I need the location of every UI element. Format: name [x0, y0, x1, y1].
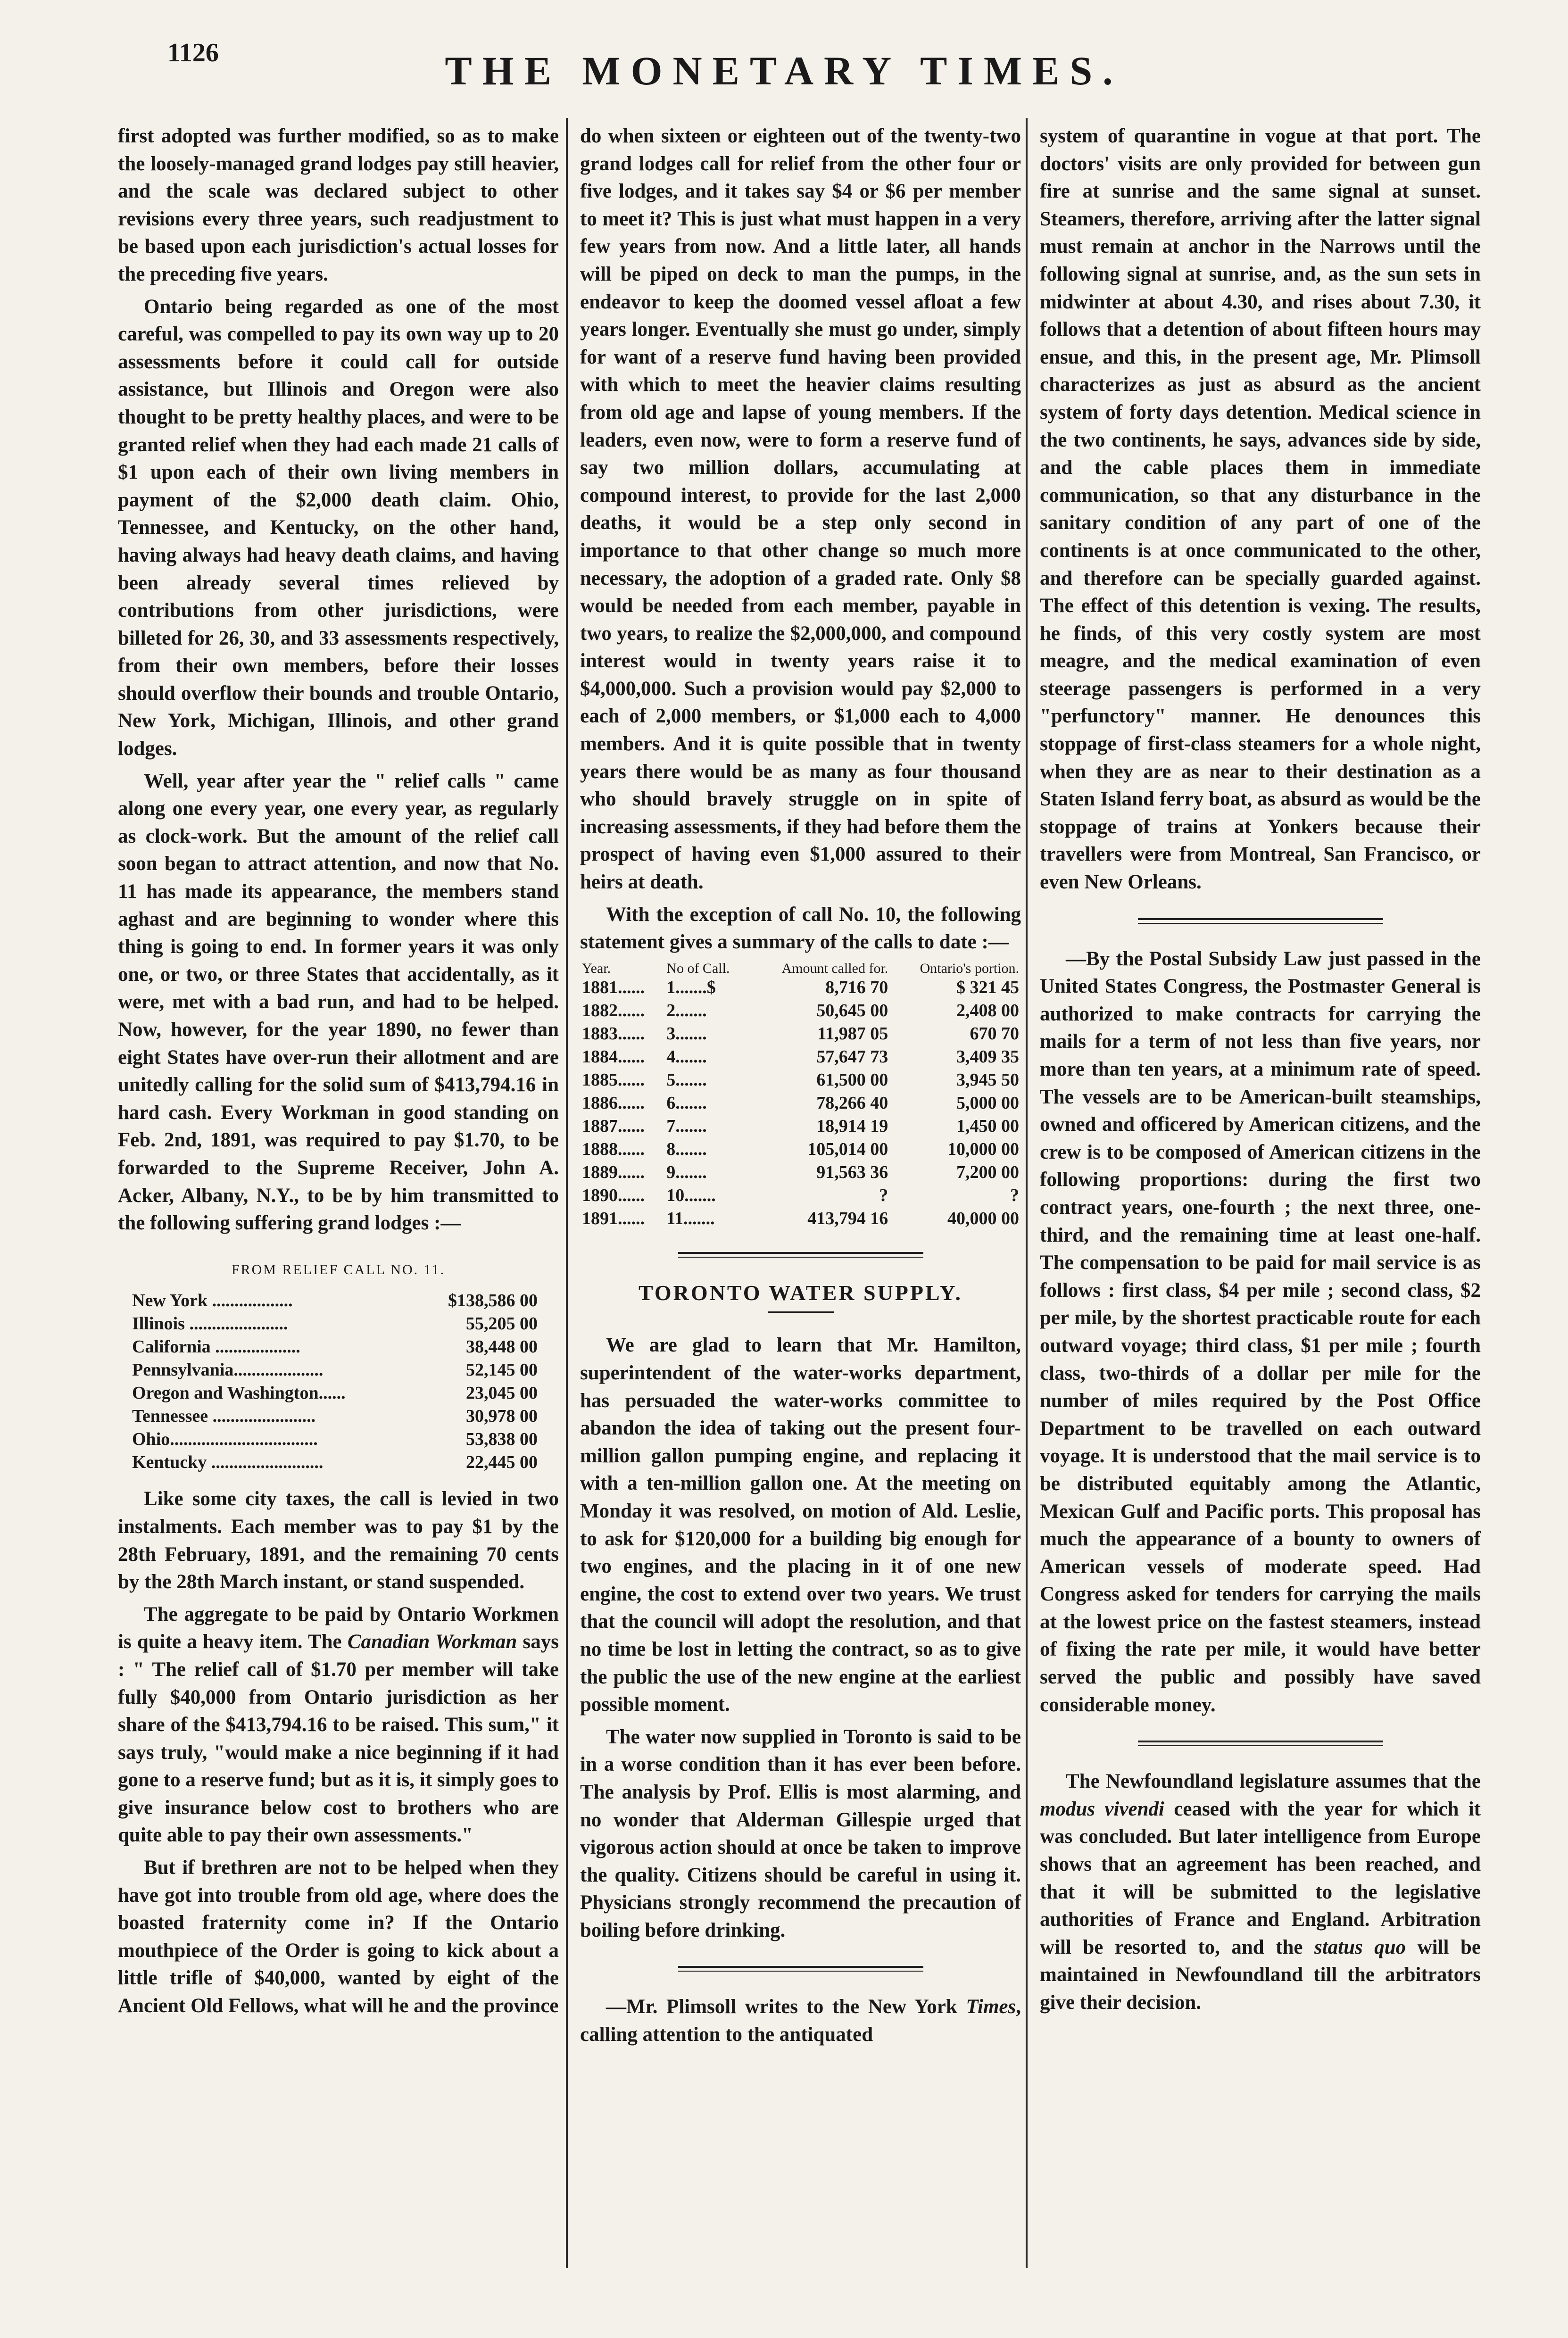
relief-amount: 22,445 00	[466, 1452, 538, 1473]
call-amount: 50,645 00	[816, 1000, 888, 1020]
call-amount: ?	[879, 1185, 888, 1205]
call-amount: 8,716 70	[825, 977, 888, 997]
call-year: 1885......	[582, 1070, 645, 1090]
call-year: 1884......	[582, 1046, 645, 1067]
table-row	[132, 1289, 538, 1312]
table-row	[132, 1312, 538, 1335]
state-name: New York ..................	[132, 1291, 293, 1311]
call-number: 6.......	[666, 1093, 707, 1113]
text-run: will be maintained in Newfoundland till the arbitrators give their decision.	[1040, 1936, 1481, 2014]
paragraph: —By the Postal Subsidy Law just passed in the United States Congress, the Postmaster General is authorized to make contracts for carrying the mails for a term of not less than five years, nor more than ten years, at a minimum rate of speed. The vessels are to be American-built steamships, owned and officered by American citizens, and the crew is to be composed of American citizens in the following proportions: during the first two contract years, one-fourth ; the next three, one-third, and the remaining time at least one-half. The compensation to be paid for mail service is as follows : first class, $4 per mile ; second class, $2 per mile, by the shortest practicable route for each outward voyage; third class, $1 per mile ; fourth class, two-thirds of a dollar per mile for the number of miles required by the Post Office Department to be travelled on each outward voyage. It is understood that the mail service is to be distributed equitably among the Atlantic, Mexican Gulf and Pacific ports. This proposal has much the appearance of a bounty to owners of American vessels of moderate speed. Had Congress asked for tenders for carrying the mails at the lowest price on the fastest steamers, instead of fixing the rate per mile, it would have better served the public and possibly have saved considerable money.	[1040, 947, 1481, 1716]
paragraph: The water now supplied in Toronto is said to be in a worse condition than it has ever been before. The analysis by Prof. Ellis is most alarming, and no wonder that Alderman Gillespie urged that vigorous action should at once be taken to improve the quality. Citizens should be careful in using it. Physicians strongly recommend the precaution of boiling before drinking.	[580, 1725, 1021, 1941]
section-divider	[678, 1252, 923, 1258]
column-1	[118, 123, 559, 2025]
table-row	[580, 976, 1021, 999]
state-name: Tennessee .......................	[132, 1406, 316, 1426]
ontario-portion: 670 70	[970, 1023, 1019, 1044]
table-row	[580, 1184, 1021, 1207]
table-row	[580, 1115, 1021, 1138]
paragraph: do when sixteen or eighteen out of the twenty-two grand lodges call for relief from the other four or five lodges, and it takes say $4 or $6 per member to meet it? This is just what must happen in a very few years from now. And a little later, all hands will be piped on deck to man the pumps, in the endeavor to keep the doomed vessel afloat a few years longer. Eventually she must go under, simply for want of a reserve fund having been provided with which to meet the heavier claims resulting from old age and lapse of young members. If the leaders, even now, were to form a reserve fund of say two million dollars, accumulating at compound interest, to provide for the last 2,000 deaths, it would be a step only second in importance to that other change so much more necessary, the adoption of a graded rate. Only $8 would be needed from each member, payable in two years, to realize the $2,000,000, and compound interest would in twenty years raise it to $4,000,000. Such a provision would pay $2,000 to each of 2,000 members, or $1,000 each to 4,000 members. And it is quite possible that in twenty years there would be as many as four thousand who should bravely struggle on in spite of increasing assessments, if they had before them the prospect of having even $1,000 assured to their heirs at death.	[580, 125, 1021, 894]
call-year: 1890......	[582, 1185, 645, 1205]
table-row	[580, 1069, 1021, 1092]
ontario-portion: 5,000 00	[956, 1093, 1019, 1113]
paragraph: We are glad to learn that Mr. Hamilton, superintendent of the water-works department, has persuaded the water-works committee to abandon the idea of taking out the present four-million gallon pumping engine, and replacing it with a ten-million gallon one. At the meeting on Monday it was resolved, on motion of Ald. Leslie, to ask for $120,000 for a building big enough for two engines, and the placing in it of one new engine, the cost to extend over two years. We trust that the council will adopt the resolution, and that no time be lost in letting the contract, so as to give the public the use of the new engine at the earliest possible moment.	[580, 1334, 1021, 1716]
table-row	[580, 1045, 1021, 1069]
section-divider	[1138, 918, 1383, 924]
call-number: 1.......$	[666, 977, 716, 997]
call-year: 1888......	[582, 1139, 645, 1159]
call-number: 7.......	[666, 1116, 707, 1136]
relief-call-table	[132, 1289, 538, 1474]
section-divider	[678, 1966, 923, 1972]
call-amount: 413,794 16	[807, 1208, 888, 1228]
call-amount: 57,647 73	[816, 1046, 888, 1067]
ontario-portion: 7,200 00	[956, 1162, 1019, 1182]
paragraph: With the exception of call No. 10, the following statement gives a summary of the calls to date :—	[580, 903, 1021, 953]
table-row	[580, 1138, 1021, 1161]
italic-title: Canadian Workman	[347, 1631, 517, 1653]
state-name: Oregon and Washington......	[132, 1383, 346, 1403]
table-row	[132, 1335, 538, 1359]
call-amount: 78,266 40	[816, 1093, 888, 1113]
column-2	[580, 123, 1021, 2054]
relief-amount: 52,145 00	[466, 1360, 538, 1380]
call-amount: 61,500 00	[816, 1070, 888, 1090]
call-number: 5.......	[666, 1070, 707, 1090]
relief-amount: 55,205 00	[466, 1314, 538, 1334]
call-year: 1882......	[582, 1000, 645, 1020]
call-year: 1891......	[582, 1208, 645, 1228]
ontario-portion: 40,000 00	[947, 1208, 1019, 1228]
paragraph	[1040, 1768, 1481, 2016]
table-row	[132, 1451, 538, 1474]
column-rule-left	[566, 118, 568, 2268]
call-number: 4.......	[666, 1046, 707, 1067]
text-run: The aggregate to be paid by Ontario Workmen is quite a heavy item. The	[118, 1603, 559, 1653]
paragraph: Well, year after year the " relief calls " came along one every year, one every year, as regularly as clock-work. But the amount of the relief call soon began to attract attention, and now that No. 11 has made its appearance, the members stand aghast and are beginning to wonder where this thing is going to end. In former years it was only one, or two, or three States that accidentally, as it were, met with a bad run, and had to be helped. Now, however, for the year 1890, no fewer than eight States have over-run their allotment and are unitedly calling for the solid sum of $413,794.16 in hard cash. Every Workman in good standing on Feb. 2nd, 1891, was required to pay $1.70, to be forwarded to the Supreme Receiver, John A. Acker, Albany, N.Y., to be by him transmitted to the following suffering grand lodges :—	[118, 770, 559, 1235]
italic-phrase: status quo	[1314, 1936, 1406, 1958]
call-amount: 18,914 19	[816, 1116, 888, 1136]
call-amount: 91,563 36	[816, 1162, 888, 1182]
state-name: California ...................	[132, 1337, 300, 1357]
call-year: 1883......	[582, 1023, 645, 1044]
state-name: Ohio.................................	[132, 1429, 318, 1450]
state-name: Kentucky .........................	[132, 1452, 324, 1473]
paragraph: But if brethren are not to be helped when they have got into trouble from old age, where does the boasted fraternity come in? If the Ontario mouthpiece of the Order is going to kick about a little trifle of $40,000, wanted by eight of the Ancient Old Fellows, what will he and the province	[118, 1857, 559, 2017]
ontario-portion: 1,450 00	[956, 1116, 1019, 1136]
relief-amount: 53,838 00	[466, 1429, 538, 1450]
calls-summary-table	[580, 961, 1021, 1230]
ontario-portion: $ 321 45	[956, 977, 1019, 997]
table-row	[580, 999, 1021, 1022]
header-portion: Ontario's portion.	[920, 960, 1019, 976]
paragraph	[580, 1993, 1021, 2048]
text-run: says : " The relief call of $1.70 per member will take fully $40,000 from Ontario jurisdiction as her share of the $413,794.16 to be raised. This sum," it says truly, "would make a nice beginning if it had gone to a reserve fund; but as it is, it simply goes to give insurance below cost to brothers who are quite able to pay their own assessments."	[118, 1631, 559, 1847]
call-year: 1887......	[582, 1116, 645, 1136]
header-amount: Amount called for.	[781, 960, 888, 976]
ontario-portion: 10,000 00	[947, 1139, 1019, 1159]
relief-call-title: FROM RELIEF CALL NO. 11.	[231, 1261, 446, 1277]
paragraph	[118, 1601, 559, 1849]
text-run: —Mr. Plimsoll writes to the New York	[606, 1996, 966, 2018]
relief-amount: 30,978 00	[466, 1406, 538, 1426]
state-name: Pennsylvania....................	[132, 1360, 324, 1380]
call-number: 3.......	[666, 1023, 707, 1044]
call-number: 2.......	[666, 1000, 707, 1020]
italic-title: Times	[966, 1996, 1016, 2018]
table-row	[132, 1382, 538, 1405]
ontario-portion: 3,409 35	[956, 1046, 1019, 1067]
header-year: Year.	[582, 960, 611, 976]
text-run: , calling attention to the antiquated	[580, 1996, 1021, 2046]
section-divider	[1138, 1741, 1383, 1746]
italic-phrase: modus vivendi	[1040, 1798, 1164, 1820]
page-number: 1126	[167, 38, 219, 67]
header-call: No of Call.	[666, 960, 730, 976]
table-row	[132, 1359, 538, 1382]
paragraph: system of quarantine in vogue at that port. The doctors' visits are only provided for between gun fire at sunrise and the same signal at sunset. Steamers, therefore, arriving after the latter signal must remain at anchor in the Narrows until the following signal at sunrise, and, as the sun sets in midwinter at about 4.30, and rises about 7.30, it follows that a detention of about fifteen hours may ensue, and this, in the present age, Mr. Plimsoll characterizes as just as absurd as the ancient system of forty days detention. Medical science in the two continents, he says, advances side by side, and the cable places them in immediate communication, so that any disturbance in the sanitary condition of any part of one of the continents is at once communicated to the other, and therefore can be specially guarded against. The effect of this detention is vexing. The results, he finds, of this very costly system are most meagre, and the medical examination of even steerage passengers is performed in a very "perfunctory" manner. He denounces this stoppage of first-class steamers for a whole night, when they are as near to their destination as a Staten Island ferry boat, as absurd as would be the stoppage of trains at Yonkers because their travellers were from Montreal, San Francisco, or even New Orleans.	[1040, 125, 1481, 894]
call-amount: 11,987 05	[817, 1023, 888, 1044]
call-number: 10.......	[666, 1185, 716, 1205]
relief-amount: 23,045 00	[466, 1383, 538, 1403]
table-row	[132, 1405, 538, 1428]
paragraph: Like some city taxes, the call is levied in two instalments. Each member was to pay $1 by the 28th February, 1891, and the remaining 70 cents by the 28th March instant, or stand suspended.	[118, 1488, 559, 1593]
ontario-portion: 3,945 50	[956, 1070, 1019, 1090]
call-number: 11.......	[666, 1208, 715, 1228]
call-number: 9.......	[666, 1162, 707, 1182]
relief-amount: 38,448 00	[466, 1337, 538, 1357]
relief-amount: $138,586 00	[448, 1291, 538, 1311]
text-run: The Newfoundland legislature assumes that the	[1066, 1770, 1481, 1793]
call-year: 1889......	[582, 1162, 645, 1182]
table-row	[580, 1161, 1021, 1184]
text-run: ceased with the year for which it was concluded. But later intelligence from Europe shows that an agreement has been reached, and that it will be submitted to the legislative authorities of France and England. Arbitration will be resorted to, and the	[1040, 1798, 1481, 1958]
table-row	[132, 1428, 538, 1451]
masthead: THE MONETARY TIMES.	[445, 48, 1123, 93]
title-rule	[768, 1311, 834, 1313]
section-title: TORONTO WATER SUPPLY.	[639, 1280, 962, 1305]
call-amount: 105,014 00	[807, 1139, 888, 1159]
call-year: 1886......	[582, 1093, 645, 1113]
state-name: Illinois ......................	[132, 1314, 288, 1334]
paragraph: first adopted was further modified, so as to make the loosely-managed grand lodges pay still heavier, and the scale was declared subject to other revisions every three years, such readjustment to be based upon each jurisdiction's actual losses for the preceding five years.	[118, 125, 559, 285]
ontario-portion: 2,408 00	[956, 1000, 1019, 1020]
paragraph: Ontario being regarded as one of the most careful, was compelled to pay its own way up to 20 assessments before it could call for outside assistance, but Illinois and Oregon were also thought to be pretty healthy places, and were to be granted relief when they had each made 21 calls of $1 upon each of their own living members in payment of the $2,000 death claim. Ohio, Tennessee, and Kentucky, on the other hand, having always had heavy death claims, and having been already several times relieved by contributions from other jurisdictions, were billeted for 26, 30, and 33 assessments respectively, from their own members, before their losses should overflow their bounds and trouble Ontario, New York, Michigan, Illinois, and other grand lodges.	[118, 295, 559, 760]
call-year: 1881......	[582, 977, 645, 997]
call-number: 8.......	[666, 1139, 707, 1159]
table-row	[580, 1022, 1021, 1045]
column-3	[1040, 123, 1481, 2022]
table-row	[580, 1092, 1021, 1115]
column-rule-right	[1026, 118, 1028, 2268]
table-row	[580, 1207, 1021, 1230]
ontario-portion: ?	[1010, 1185, 1019, 1205]
